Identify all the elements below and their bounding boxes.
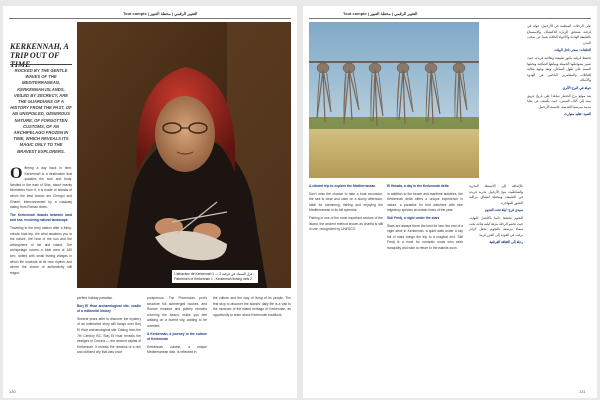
octopus-drying-photo [309, 22, 479, 178]
subheading: جولة في البرج الأثري [562, 85, 591, 90]
paragraph: perfect holiday paradise. [77, 296, 113, 300]
subheading: الصيد: تقليد متوارث [564, 112, 591, 117]
title-divider [10, 64, 72, 65]
paragraph: Fishing is one of the most important sectors of the island, the ancient method known as charfia is still in use, recognized by UNESCO. [309, 215, 383, 232]
page-number: 130 [9, 389, 16, 394]
paragraph: Kerkennah cuisine, a unique Mediterranean dish, is reflected in [147, 344, 207, 355]
paragraph: Several years after to discover the mystery of an unfinished story still hangs over Borj El Hsar archaeological site. Dating from the 7th Century BC, Borj El Hsar reveals the vestiges of Cercina — the ancient capital of Kerkennah. It reveals the remains of a rich and civilized city that was once [77, 316, 141, 355]
paragraph: بالإضافة إلى الأنشطة البحرية والشاطئية، يتيح الأرخبيل تجربة فريدة في الطبيعة، ومحطة لعشاق مراقبة الطيور المهاجرة. [469, 184, 523, 205]
text-column-2 [77, 296, 141, 386]
paragraph: ffering a day back in time, Kerkennah is a destination that sustains the soul and body. Nestled in the east of Sfax, about twenty kilometers from it, it is made of islands of which the best known are Chergui and Gharbi, interconnected by a roadway dating from Roman times. [10, 166, 72, 210]
paragraph: prosperous. The Phoenician port's structure full submerged houses, and Roman mosaics and pottery remains covering the beach, make you feel walking on a buried city, waiting to be unveiled. [147, 296, 207, 328]
article-title: KERKENNAH, A TRIP OUT OF [10, 42, 69, 60]
page-header: Tout compte | التغيير الرقمي | محطة العبور [123, 11, 198, 16]
text-column-3 [147, 296, 207, 386]
subheading: الحلقات: سحر داخل الوقت [554, 48, 591, 53]
paragraph: Don't miss the chance to take a boat excursion, the sea is clear and calm on a sunny afternoon, ideal for swimming, fishing and enjoying the Mediterranean in its full splendor. [309, 191, 383, 213]
text-column-4 [213, 296, 291, 386]
paragraph: Traveling to the ferry station after a thirty-minute boat trip, the wind awakens you to the nature, the heat of the sun and the atmosphere of the arid island. The archipelago covers a total area of 180 km², dotted with small fishing villages in which life unwinds at its own rhythm and where the charm of authenticity still reigns. [10, 225, 72, 275]
right-page [303, 6, 597, 398]
subheading: A Kerkennah, a journey to the culture of Kerkennah [147, 331, 207, 342]
arabic-column-a [527, 24, 591, 384]
subheading: A vibrant trip to explore the Mediterranean [309, 184, 376, 188]
page-number: 131 [579, 389, 586, 394]
text-column-5 [309, 184, 383, 384]
arabic-column-b [469, 184, 523, 384]
subheading: Borj El Hsar archaeological site, cradle of a millennial history [77, 303, 141, 314]
subheading: سيدي فرج: ليلة تحت النجوم [484, 208, 523, 213]
subheading: رحلة إلى الثقافة القرقنية [489, 240, 523, 245]
text-column-1 [10, 166, 72, 386]
text-column-6 [387, 184, 463, 384]
woman-knitting-photo [77, 22, 291, 288]
subheading: The Kerkennah islands between land and sea, revolving natural landscape. [10, 212, 72, 223]
paragraph: In addition to the beach and maritime activities, the Kerkennah delta offers a unique experience in nature, a paradise for bird watchers with rare migratory species at certain times of the year. [387, 191, 463, 213]
paragraph: the culture and the way of living of its people. The first stop to discover the islands' daily life is a visit to the museum of the island heritage of Kerkennah, an opportunity to learn about Kerkennah traditions. [213, 296, 291, 317]
paragraph: تحتفظ قرقنة بكنوز طبيعية وثقافية فريدة، حيث تتميز بشواطئها الجميلة ومياهها الصافية ونخيلها الممتد على طول الساحل، وتعد وجهة مثالية للعائلات والمغامرين الباحثين عن الهدوء والأصالة. [527, 55, 591, 83]
page-header: Tout compte | التغيير الرقمي | محطة العبور [343, 11, 418, 16]
article-lead: ROCKED BY THE GENTLE WAVES OF THE MEDITERRANEAN, KERKENNAH ISLANDS, VEILED BY SECRECY, ARE THE GUARDIANS OF A HISTORY FROM THE PAST, OF AN UNSPOILED, GENEROUS NATURE, OF FORGOTTEN CUSTOMS, OF AN ARCHIPELAGO FROZEN IN TIME, WHICH REVEALS ITS MAGIC ONLY TO THE BRAVEST EXPLORERS. [10, 68, 72, 154]
paragraph: النجوم تحتفظ دائما بالأفضل للنهاية، حيث تختتم الرحلة بنزهة ليلية هادئة تحت سماء مرصعة بالنجوم، تجعل الزائر يرغب في العودة إلى الجزر قريبا. [469, 215, 523, 237]
left-page [3, 6, 297, 398]
header-divider [309, 18, 591, 19]
paragraph: على الرحلات المنظمة في الأرخبيل، جولة في قرقنة تستحق الزيارة للاكتشاف والاستمتاع بالطبيعة الهادئة والأجواء الخلابة بعيدا عن صخب المدن. [527, 24, 591, 45]
header-divider [9, 18, 291, 19]
drop-cap: O [10, 165, 23, 182]
subheading: El Hmada, a day in the Kerkennah delta [387, 184, 449, 188]
paragraph: Stars are always there the best for last: the end of a night stroll in Kerkennah, a quiet walk under a sky full of stars brings the trip to a magical end. Sidi Fredj is a must for romantic souls who seek tranquility and wish to return to the islands soon. [387, 223, 463, 250]
photo-caption: L'attraction de Kerkennah 1 — غزل السمك في قرقنة 2 ; Fishermen of Kerkennah 1 ; Kerkennah fishing nets 2 [172, 270, 258, 283]
subheading: Sidi Fredj, a night under the stars [387, 215, 440, 220]
paragraph: يعد موقع برج الحصار شاهدا على تاريخ عريق يمتد إلى آلاف السنين، حيث يكشف عن بقايا مدينة سرسينا القديمة، عاصمة الأرخبيل. [527, 93, 591, 109]
